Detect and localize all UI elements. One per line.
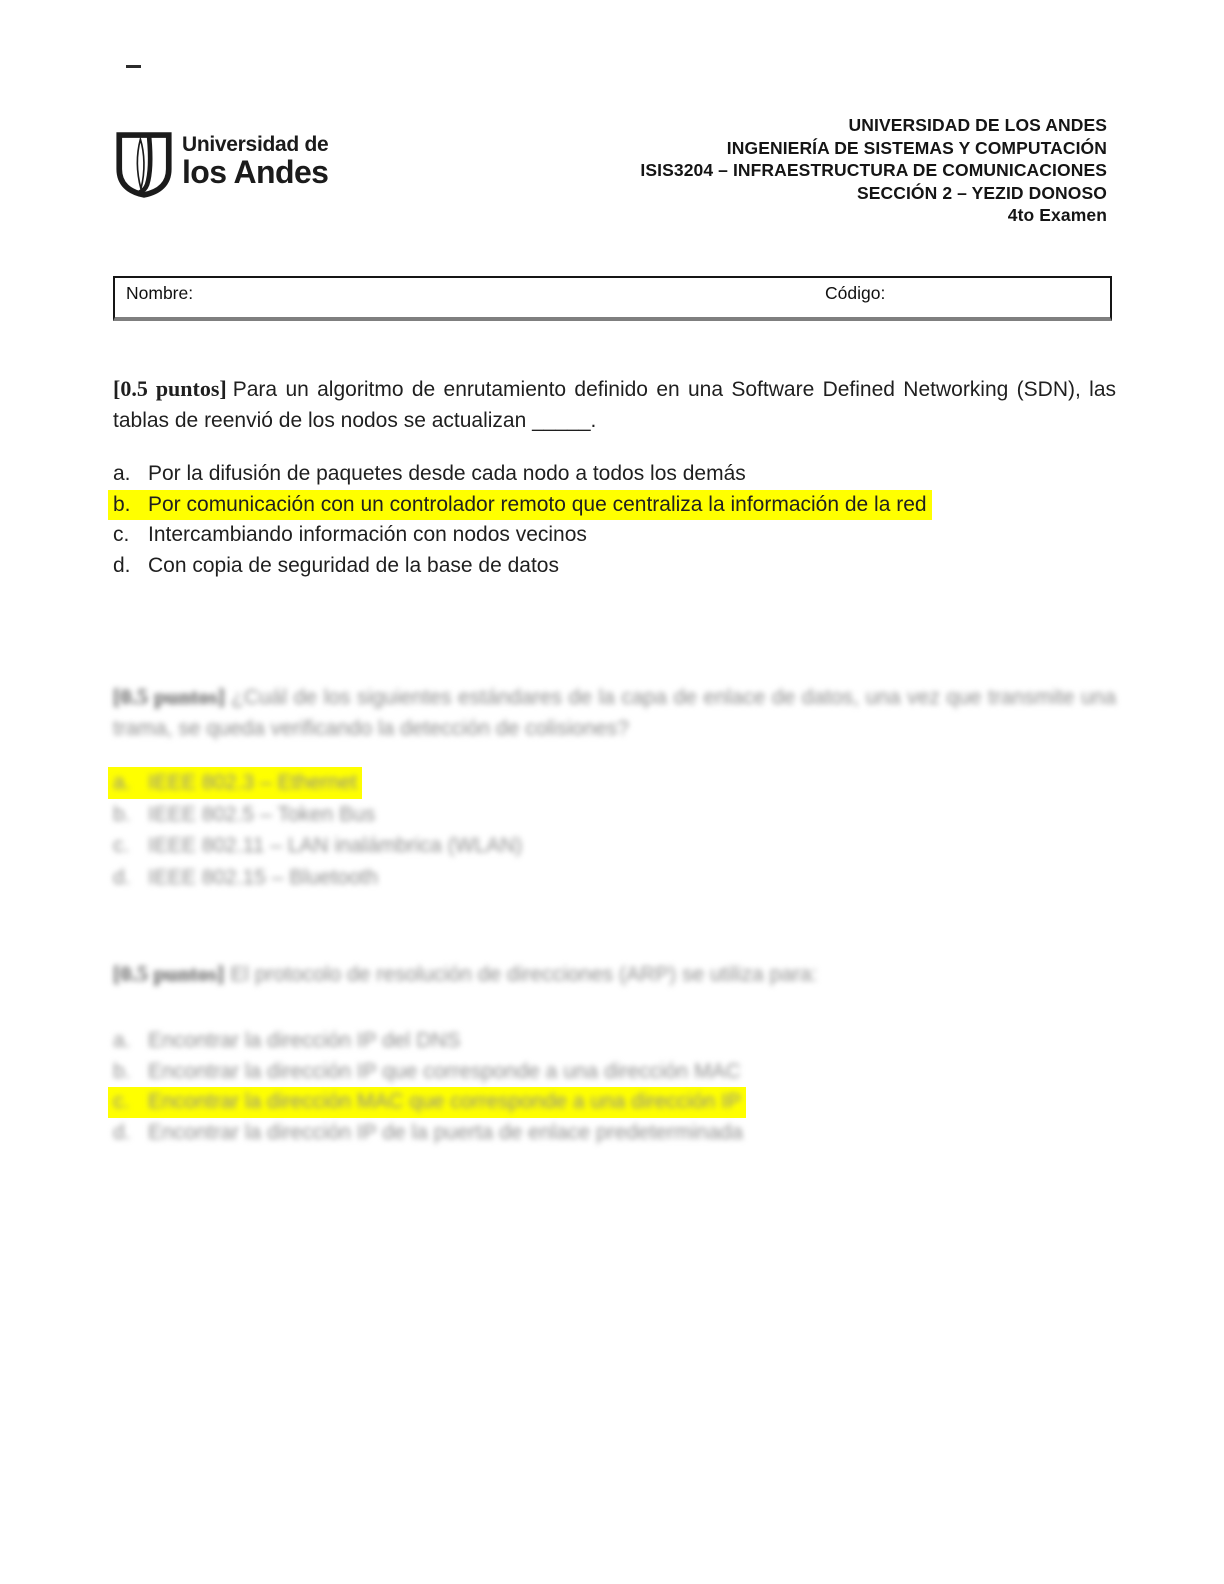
option-letter: a. bbox=[113, 462, 131, 485]
name-label: Nombre: bbox=[126, 283, 194, 303]
question-3-points: [0.5 puntos] bbox=[113, 961, 225, 986]
option-text: Por comunicación con un controlador remoto que centraliza la información de la red bbox=[148, 492, 927, 516]
university-logo bbox=[115, 127, 328, 198]
question-1-text: Para un algoritmo de enrutamiento definido en una Software Defined Networking (SDN), las tablas de reenvió de los nodos se actualizan _____. bbox=[113, 378, 1116, 432]
option-letter: b. bbox=[113, 492, 131, 516]
question-1-points: [0.5 puntos] bbox=[113, 376, 227, 401]
question-2-points: [0.5 puntos] bbox=[113, 684, 225, 709]
q1-option-a bbox=[113, 459, 932, 490]
option-letter: a. bbox=[113, 1029, 131, 1052]
q3-option-c-highlighted bbox=[108, 1087, 746, 1118]
logo-text-line2: los Andes bbox=[182, 154, 329, 190]
header-line-department: INGENIERÍA DE SISTEMAS Y COMPUTACIÓN bbox=[726, 137, 1107, 158]
option-text: Por la difusión de paquetes desde cada nodo a todos los demás bbox=[148, 462, 746, 485]
header-line-course: ISIS3204 – INFRAESTRUCTURA DE COMUNICACIONES bbox=[640, 160, 1107, 181]
option-letter: a. bbox=[113, 771, 131, 794]
q1-option-d bbox=[113, 551, 932, 582]
question-2-options bbox=[113, 767, 522, 893]
q1-option-b-highlighted bbox=[108, 490, 932, 521]
question-2-text: ¿Cuál de los siguientes estándares de la capa de enlace de datos, una vez que transmite una trama, se queda verificando la detección de colisiones? bbox=[113, 686, 1116, 740]
option-letter: b. bbox=[113, 802, 131, 826]
header-line-section: SECCIÓN 2 – YEZID DONOSO bbox=[856, 182, 1107, 203]
option-letter: d. bbox=[113, 553, 131, 577]
option-letter: d. bbox=[113, 865, 131, 889]
header-line-university: UNIVERSIDAD DE LOS ANDES bbox=[848, 115, 1107, 135]
course-header bbox=[640, 114, 1107, 227]
q3-option-b bbox=[113, 1057, 746, 1088]
option-letter: c. bbox=[113, 1090, 130, 1113]
option-letter: c. bbox=[113, 834, 130, 857]
logo-text-line1: Universidad de bbox=[182, 133, 329, 156]
logo-text bbox=[182, 127, 328, 188]
option-text: Con copia de seguridad de la base de datos bbox=[148, 553, 559, 577]
code-label: Código: bbox=[825, 283, 886, 303]
option-text: Encontrar la dirección IP de la puerta de enlace predeterminada bbox=[148, 1120, 743, 1144]
name-code-box[interactable] bbox=[113, 276, 1112, 321]
q2-option-c bbox=[113, 830, 522, 862]
option-letter: b. bbox=[113, 1059, 131, 1083]
option-text: IEEE 802.5 – Token Bus bbox=[148, 802, 376, 826]
option-text: IEEE 802.11 – LAN inalámbrica (WLAN) bbox=[148, 834, 523, 857]
header-line-exam: 4to Examen bbox=[1007, 205, 1107, 226]
question-1-options bbox=[113, 459, 932, 581]
uniandes-shield-icon bbox=[115, 132, 173, 198]
dash-mark bbox=[126, 65, 141, 68]
q1-option-c bbox=[113, 520, 932, 551]
option-letter: c. bbox=[113, 523, 130, 546]
question-1-stem bbox=[113, 373, 1116, 436]
q2-option-a-highlighted bbox=[108, 767, 362, 799]
question-3-stem bbox=[113, 958, 1116, 990]
option-text: Intercambiando información con nodos vecinos bbox=[148, 523, 587, 546]
question-2-stem bbox=[113, 681, 1116, 744]
option-text: IEEE 802.15 – Bluetooth bbox=[148, 865, 379, 889]
q2-option-d bbox=[113, 862, 522, 894]
q3-option-a bbox=[113, 1026, 746, 1057]
option-text: Encontrar la dirección IP del DNS bbox=[148, 1029, 461, 1052]
question-3-text: El protocolo de resolución de direcciones (ARP) se utiliza para: bbox=[230, 963, 818, 986]
option-text: IEEE 802.3 – Ethernet bbox=[148, 771, 357, 794]
option-letter: d. bbox=[113, 1120, 131, 1144]
option-text: Encontrar la dirección IP que corresponde a una dirección MAC bbox=[148, 1059, 741, 1083]
question-3-options bbox=[113, 1026, 746, 1148]
option-text: Encontrar la dirección MAC que corresponde a una dirección IP bbox=[148, 1090, 741, 1113]
q2-option-b bbox=[113, 799, 522, 831]
q3-option-d bbox=[113, 1118, 746, 1149]
